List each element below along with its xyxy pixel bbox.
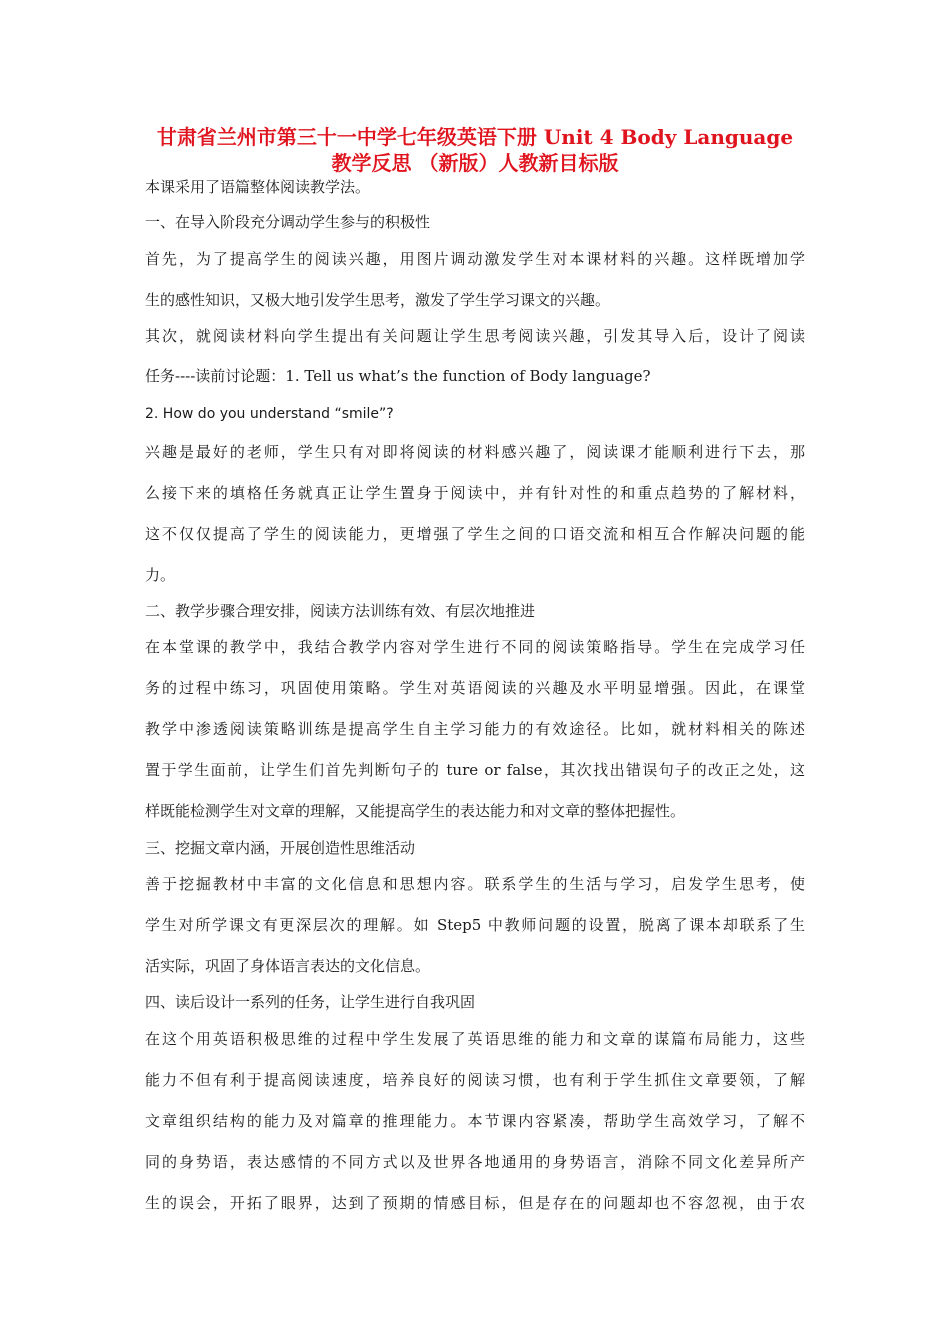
document-title-line-1: 甘肃省兰州市第三十一中学七年级英语下册 Unit 4 Body Language (156, 125, 794, 149)
body-line: 首先，为了提高学生的阅读兴趣，用图片调动激发学生对本课材料的兴趣。这样既增加学 (145, 250, 805, 268)
section-heading: 四、读后设计一系列的任务，让学生进行自我巩固 (145, 993, 476, 1011)
body-line: 任务----读前讨论题：1. Tell us what’s the function of Body language? (145, 367, 651, 385)
document-title-line-2: 教学反思 （新版）人教新目标版 (331, 151, 619, 175)
body-line: 务的过程中练习，巩固使用策略。学生对英语阅读的兴趣及水平明显增强。因此，在课堂 (145, 679, 805, 697)
section-heading: 一、在导入阶段充分调动学生参与的积极性 (145, 213, 431, 231)
body-line: 2. How do you understand “smile”? (145, 406, 394, 422)
body-line: 么接下来的填格任务就真正让学生置身于阅读中，并有针对性的和重点趋势的了解材料， (145, 484, 805, 502)
body-line: 生的感性知识，又极大地引发学生思考，激发了学生学习课文的兴趣。 (145, 291, 611, 309)
body-line: 在这个用英语积极思维的过程中学生发展了英语思维的能力和文章的谋篇布局能力，这些 (145, 1030, 805, 1048)
body-line: 善于挖掘教材中丰富的文化信息和思想内容。联系学生的生活与学习，启发学生思考，使 (145, 875, 805, 893)
body-line: 学生对所学课文有更深层次的理解。如 Step5 中教师问题的设置，脱离了课本却联系了生 (145, 916, 805, 934)
body-line: 其次，就阅读材料向学生提出有关问题让学生思考阅读兴趣，引发其导入后，设计了阅读 (145, 327, 805, 345)
body-line: 活实际，巩固了身体语言表达的文化信息。 (145, 957, 431, 975)
body-line: 同的身势语，表达感情的不同方式以及世界各地通用的身势语言，消除不同文化差异所产 (145, 1153, 805, 1171)
body-line: 力。 (145, 566, 176, 584)
section-heading: 三、挖掘文章内涵，开展创造性思维活动 (145, 839, 416, 857)
body-line: 文章组织结构的能力及对篇章的推理能力。本节课内容紧凑，帮助学生高效学习，了解不 (145, 1112, 805, 1130)
section-heading: 二、教学步骤合理安排，阅读方法训练有效、有层次地推进 (145, 602, 536, 620)
body-line: 这不仅仅提高了学生的阅读能力，更增强了学生之间的口语交流和相互合作解决问题的能 (145, 525, 805, 543)
body-line: 置于学生面前，让学生们首先判断句子的 ture or false，其次找出错误句子的改正之处，这 (145, 761, 805, 779)
body-line: 本课采用了语篇整体阅读教学法。 (145, 178, 371, 196)
body-line: 能力不但有利于提高阅读速度，培养良好的阅读习惯，也有利于学生抓住文章要领，了解 (145, 1071, 805, 1089)
body-line: 在本堂课的教学中，我结合教学内容对学生进行不同的阅读策略指导。学生在完成学习任 (145, 638, 805, 656)
body-line: 教学中渗透阅读策略训练是提高学生自主学习能力的有效途径。比如，就材料相关的陈述 (145, 720, 805, 738)
body-line: 生的误会，开拓了眼界，达到了预期的情感目标，但是存在的问题却也不容忽视，由于农 (145, 1194, 805, 1212)
body-line: 样既能检测学生对文章的理解，又能提高学生的表达能力和对文章的整体把握性。 (145, 802, 686, 820)
body-line: 兴趣是最好的老师，学生只有对即将阅读的材料感兴趣了，阅读课才能顺利进行下去，那 (145, 443, 805, 461)
